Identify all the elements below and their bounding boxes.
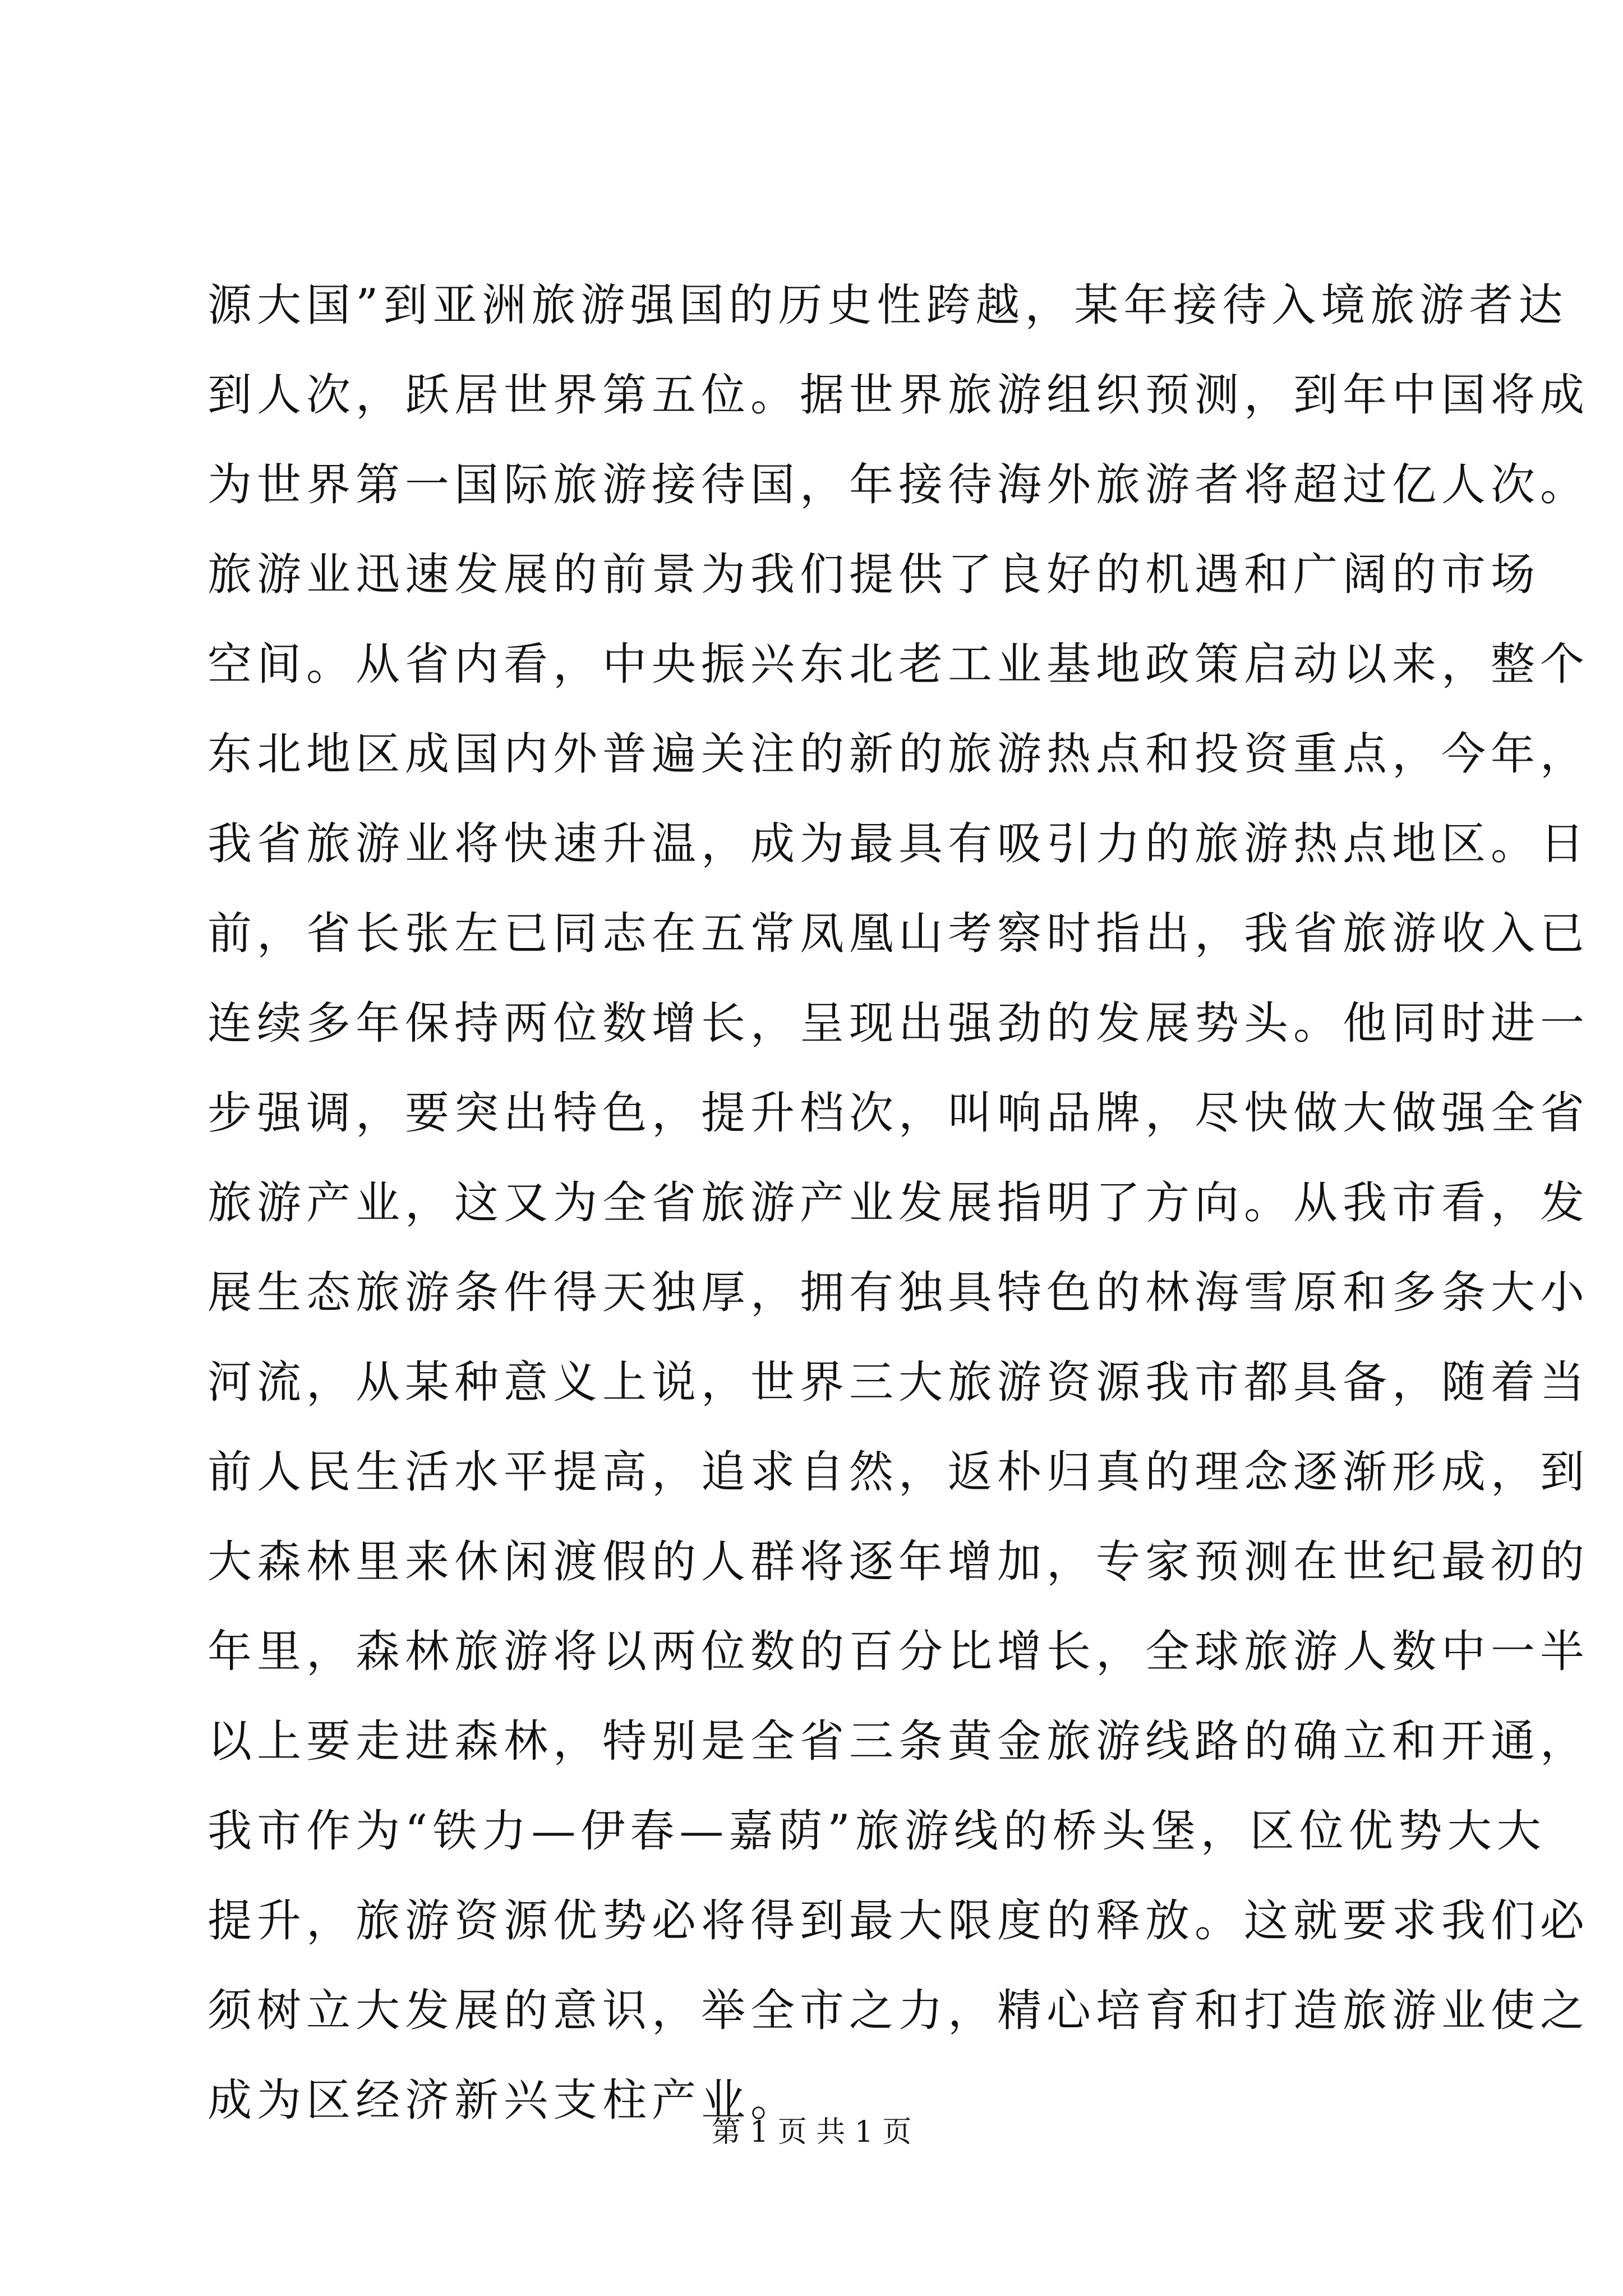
text-line: 我省旅游业将快速升温，成为最具有吸引力的旅游热点地区。日 (208, 818, 1589, 869)
text-line: 旅游产业，这又为全省旅游产业发展指明了方向。从我市看，发 (208, 1177, 1589, 1228)
page-number: 第 1 页 共 1 页 (711, 2115, 912, 2149)
text-line: 河流，从某种意义上说，世界三大旅游资源我市都具备，随着当 (208, 1356, 1589, 1408)
text-line: 空间。从省内看，中央振兴东北老工业基地政策启动以来，整个 (208, 638, 1589, 690)
text-line: 展生态旅游条件得天独厚，拥有独具特色的林海雪原和多条大小 (208, 1267, 1589, 1318)
text-line: 须树立大发展的意识，举全市之力，精心培育和打造旅游业使之 (208, 1985, 1589, 2036)
text-line: 年里，森林旅游将以两位数的百分比增长，全球旅游人数中一半 (208, 1626, 1589, 1677)
text-line: 提升，旅游资源优势必将得到最大限度的释放。这就要求我们必 (208, 1895, 1589, 1947)
text-line: 前人民生活水平提高，追求自然，返朴归真的理念逐渐形成，到 (208, 1446, 1589, 1498)
body-text (208, 260, 1589, 2145)
text-line: 以上要走进森林，特别是全省三条黄金旅游线路的确立和开通， (208, 1715, 1589, 1767)
text-line: 前，省长张左已同志在五常凤凰山考察时指出，我省旅游收入已 (208, 908, 1589, 959)
text-line: 连续多年保持两位数增长，呈现出强劲的发展势头。他同时进一 (208, 997, 1589, 1049)
text-line: 源大国”到亚洲旅游强国的历史性跨越，某年接待入境旅游者达 (208, 279, 1568, 331)
text-line: 为世界第一国际旅游接待国，年接待海外旅游者将超过亿人次。 (208, 459, 1589, 510)
text-line: 成为区经济新兴支柱产业。 (208, 2074, 800, 2126)
text-line: 大森林里来休闲渡假的人群将逐年增加，专家预测在世纪最初的 (208, 1536, 1589, 1588)
text-line: 到人次，跃居世界第五位。据世界旅游组织预测，到年中国将成 (208, 369, 1589, 421)
page-footer (0, 2108, 1623, 2150)
text-line: 我市作为“铁力—伊春—嘉荫”旅游线的桥头堡，区位优势大大 (208, 1805, 1546, 1857)
text-line: 旅游业迅速发展的前景为我们提供了良好的机遇和广阔的市场 (208, 549, 1540, 600)
text-line: 步强调，要突出特色，提升档次，叫响品牌，尽快做大做强全省 (208, 1087, 1589, 1139)
text-line: 东北地区成国内外普遍关注的新的旅游热点和投资重点，今年， (208, 728, 1589, 780)
